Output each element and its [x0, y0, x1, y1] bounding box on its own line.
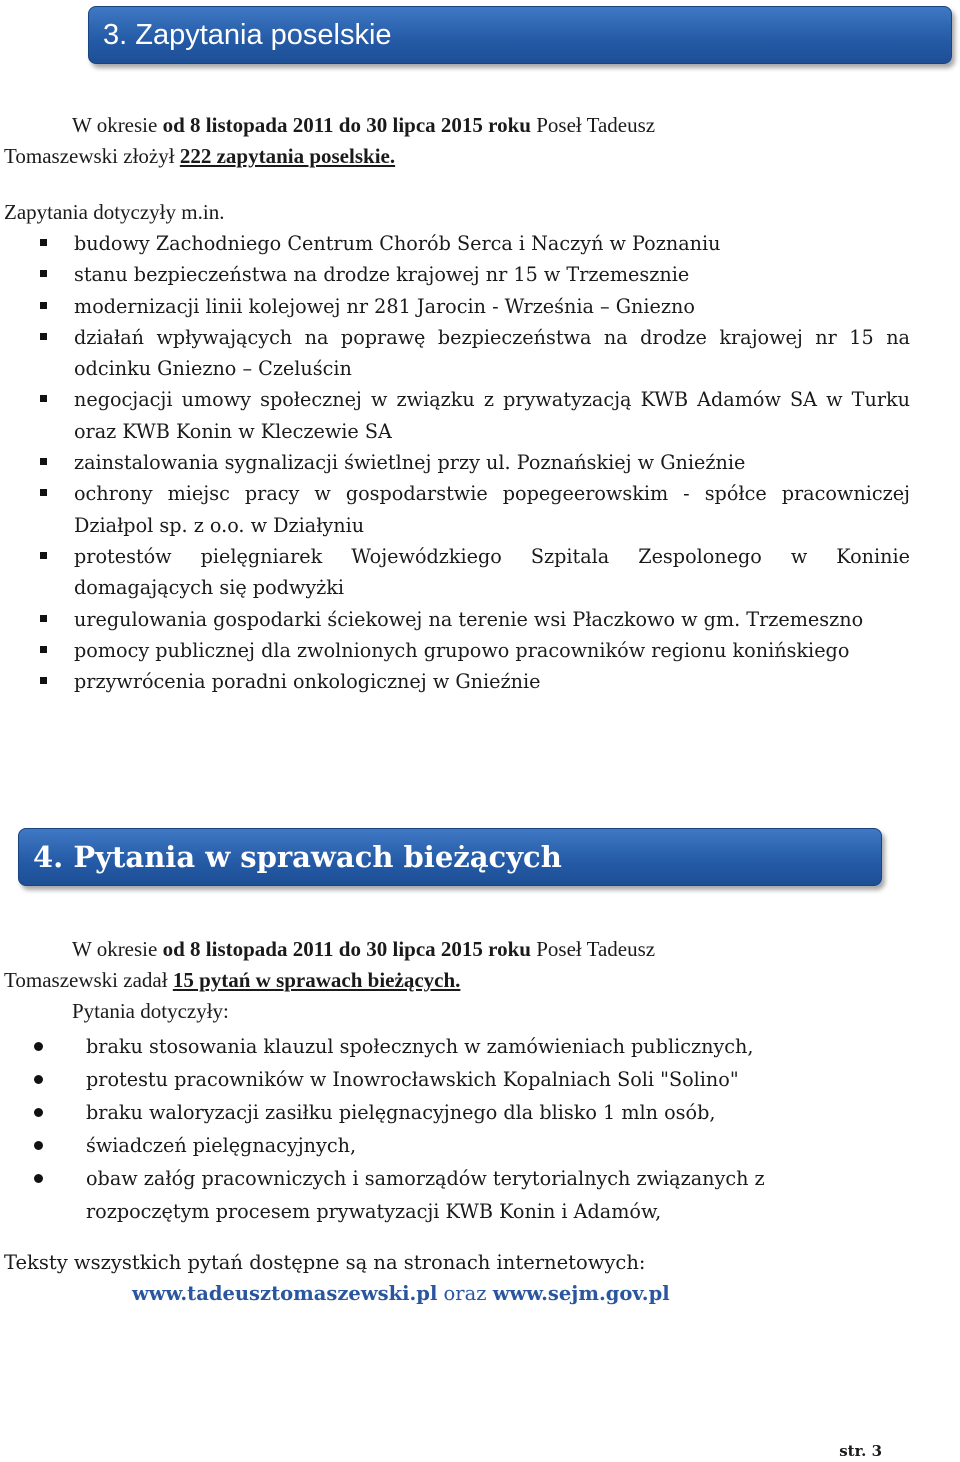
square-bullet-icon — [40, 646, 47, 653]
list-item: zainstalowania sygnalizacji świetlnej przy ul. Poznańskiej w Gnieźnie — [0, 447, 910, 478]
intro-text: Poseł Tadeusz — [530, 937, 656, 961]
intro-text: W okresie — [72, 937, 163, 961]
round-bullet-icon — [34, 1075, 43, 1084]
section-4-list — [0, 1030, 960, 1228]
square-bullet-icon — [40, 552, 47, 559]
intro-text: Poseł Tadeusz — [530, 113, 656, 137]
list-item: świadczeń pielęgnacyjnych, — [0, 1129, 884, 1162]
list-item: negocjacji umowy społecznej w związku z prywatyzacją KWB Adamów SA w Turku oraz KWB Konin w Kleczewie SA — [0, 384, 910, 447]
list-item: stanu bezpieczeństwa na drodze krajowej nr 15 w Trzemesznie — [0, 259, 910, 290]
square-bullet-icon — [40, 395, 47, 402]
intro-text: Tomaszewski zadał — [4, 968, 173, 992]
intro-count: 15 pytań w sprawach bieżących. — [172, 968, 461, 992]
square-bullet-icon — [40, 270, 47, 277]
list-item: uregulowania gospodarki ściekowej na terenie wsi Płaczkowo w gm. Trzemeszno — [0, 604, 910, 635]
square-bullet-icon — [40, 458, 47, 465]
link-separator: oraz — [437, 1282, 493, 1305]
round-bullet-icon — [34, 1042, 43, 1051]
list-item: protestów pielęgniarek Wojewódzkiego Szpitala Zespolonego w Koninie domagających się podwyżki — [0, 541, 910, 604]
square-bullet-icon — [40, 489, 47, 496]
round-bullet-icon — [34, 1141, 43, 1150]
square-bullet-icon — [40, 677, 47, 684]
list-item: pomocy publicznej dla zwolnionych grupowo pracowników regionu konińskiego — [0, 635, 910, 666]
section-3-list — [0, 228, 960, 697]
intro-period: od 8 listopada 2011 do 30 lipca 2015 roku — [162, 937, 531, 961]
footer-links — [132, 1282, 670, 1305]
section-4-lead: Pytania dotyczyły: — [72, 999, 229, 1023]
intro-text: W okresie — [72, 113, 163, 137]
intro-period: od 8 listopada 2011 do 30 lipca 2015 roku — [162, 113, 531, 137]
sejm-link[interactable]: www.sejm.gov.pl — [492, 1282, 670, 1305]
square-bullet-icon — [40, 615, 47, 622]
section-4-title: 4. Pytania w sprawach bieżących — [33, 840, 562, 874]
list-item: braku waloryzacji zasiłku pielęgnacyjnego dla blisko 1 mln osób, — [0, 1096, 884, 1129]
footer-note: Teksty wszystkich pytań dostępne są na stronach internetowych: — [4, 1251, 646, 1274]
section-3-heading — [88, 6, 952, 64]
section-3-title: 3. Zapytania poselskie — [103, 18, 392, 51]
list-item: ochrony miejsc pracy w gospodarstwie popegeerowskim - spółce pracowniczej Działpol sp. z o.o. w Działyniu — [0, 478, 910, 541]
section-3-lead: Zapytania dotyczyły m.in. — [4, 200, 225, 224]
round-bullet-icon — [34, 1108, 43, 1117]
list-item: budowy Zachodniego Centrum Chorób Serca i Naczyń w Poznaniu — [0, 228, 910, 259]
intro-text: Tomaszewski złożył — [4, 144, 180, 168]
list-item: protestu pracowników w Inowrocławskich Kopalniach Soli "Solino" — [0, 1063, 884, 1096]
square-bullet-icon — [40, 302, 47, 309]
square-bullet-icon — [40, 239, 47, 246]
intro-count: 222 zapytania poselskie. — [179, 144, 396, 168]
website-link[interactable]: www.tadeusztomaszewski.pl — [132, 1282, 438, 1305]
round-bullet-icon — [34, 1174, 43, 1183]
list-item: przywrócenia poradni onkologicznej w Gnieźnie — [0, 666, 910, 697]
page-number: str. 3 — [839, 1442, 882, 1460]
section-4-heading — [18, 828, 882, 886]
section-3-intro — [4, 110, 884, 172]
square-bullet-icon — [40, 333, 47, 340]
section-4-intro — [4, 934, 884, 996]
list-item: działań wpływających na poprawę bezpieczeństwa na drodze krajowej nr 15 na odcinku Gniezno – Czeluścin — [0, 322, 910, 385]
list-item: braku stosowania klauzul społecznych w zamówieniach publicznych, — [0, 1030, 884, 1063]
list-item: modernizacji linii kolejowej nr 281 Jarocin - Września – Gniezno — [0, 291, 910, 322]
list-item: obaw załóg pracowniczych i samorządów terytorialnych związanych z rozpoczętym procesem prywatyzacji KWB Konin i Adamów, — [0, 1162, 884, 1228]
